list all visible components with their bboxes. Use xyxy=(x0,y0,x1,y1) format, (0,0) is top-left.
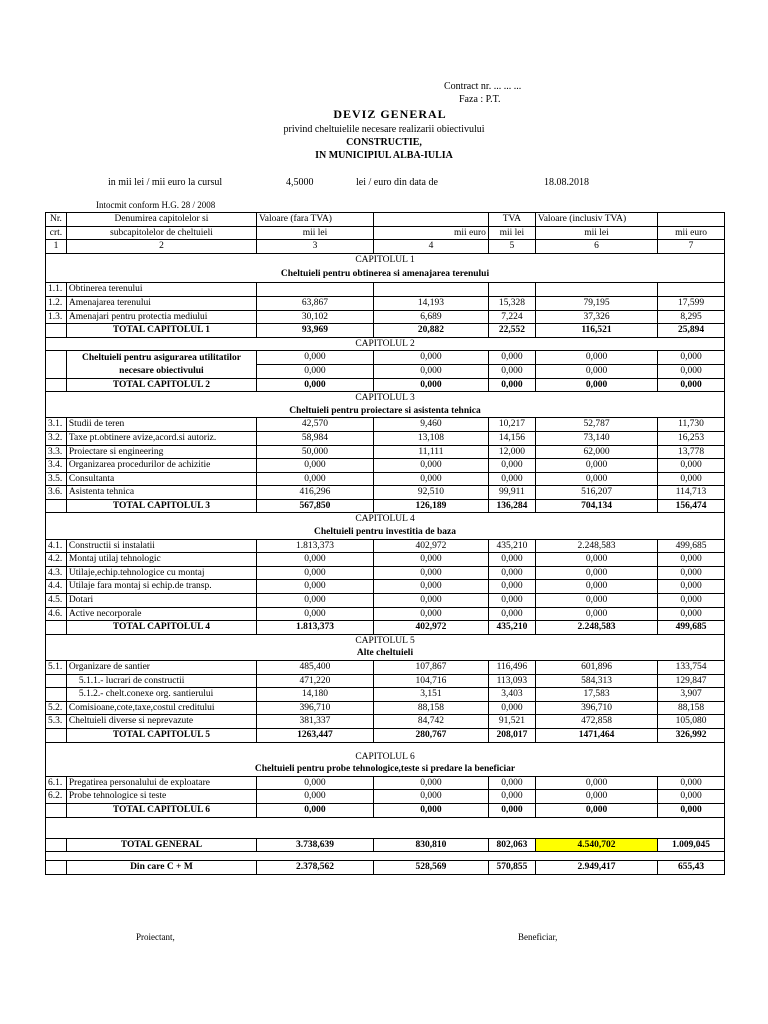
deviz-table xyxy=(45,212,725,875)
row-number: 3.4. xyxy=(46,459,67,473)
value-cell: 0,000 xyxy=(488,776,535,790)
value-cell: 0,000 xyxy=(257,472,374,486)
unit-mii-lei: mii lei xyxy=(257,226,374,240)
value-cell: 0,000 xyxy=(257,553,374,567)
value-cell: 0,000 xyxy=(373,776,488,790)
unit-mii-euro: mii euro xyxy=(658,226,725,240)
value-cell: 0,000 xyxy=(257,351,374,365)
table-row xyxy=(46,661,725,675)
total-value: 136,284 xyxy=(488,499,535,513)
row-number: 1.2. xyxy=(46,296,67,310)
value-cell: 396,710 xyxy=(257,701,374,715)
value-cell xyxy=(257,283,374,297)
header-row-1 xyxy=(46,213,725,227)
chapter-1-subtitle: Cheltuieli pentru obtinerea si amenajarea terenului xyxy=(46,266,725,283)
value-cell: 62,000 xyxy=(535,445,657,459)
beneficiary-signature-label: Beneficiar, xyxy=(518,932,558,942)
total-label: TOTAL CAPITOLUL 5 xyxy=(66,728,256,742)
total-row xyxy=(46,728,725,742)
row-label: Proiectare si engineering xyxy=(66,445,256,459)
total-value: 402,972 xyxy=(373,621,488,635)
value-cell: 88,158 xyxy=(658,701,725,715)
total-value: 22,552 xyxy=(488,324,535,338)
total-value: 280,767 xyxy=(373,728,488,742)
table-row xyxy=(46,283,725,297)
chapter-6-subtitle: Cheltuieli pentru probe tehnologice,teste si predare la beneficiar xyxy=(46,763,725,776)
col-valoare-fara-tva: Valoare (fara TVA) xyxy=(257,213,374,227)
col-crt: crt. xyxy=(46,226,67,240)
value-cell: 7,224 xyxy=(488,310,535,324)
table-row xyxy=(46,310,725,324)
value-cell: 0,000 xyxy=(535,790,657,804)
value-cell: 0,000 xyxy=(658,472,725,486)
value-cell: 0,000 xyxy=(658,607,725,621)
total-value: 25,894 xyxy=(658,324,725,338)
table-row xyxy=(46,486,725,500)
total-row xyxy=(46,621,725,635)
total-value: 0,000 xyxy=(488,378,535,392)
row-label: Obtinerea terenului xyxy=(66,283,256,297)
value-cell: 381,337 xyxy=(257,715,374,729)
value-cell: 0,000 xyxy=(373,459,488,473)
row-number: 3.2. xyxy=(46,431,67,445)
col-tva: TVA xyxy=(488,213,535,227)
value-cell: 601,896 xyxy=(535,661,657,675)
value-cell: 3,151 xyxy=(373,688,488,702)
header-row-2 xyxy=(46,226,725,240)
value-cell: 0,000 xyxy=(257,580,374,594)
row-label: Studii de teren xyxy=(66,418,256,432)
col-num: 5 xyxy=(488,240,535,254)
value-cell: 0,000 xyxy=(658,580,725,594)
total-value: 0,000 xyxy=(257,378,374,392)
value-cell: 133,754 xyxy=(658,661,725,675)
exchange-rate-label: in mii lei / mii euro la cursul xyxy=(108,177,223,188)
row-label: Cheltuieli diverse si neprevazute xyxy=(66,715,256,729)
value-cell: 0,000 xyxy=(535,580,657,594)
total-row xyxy=(46,499,725,513)
col-nr: Nr. xyxy=(46,213,67,227)
row-label: Amenajarea terenului xyxy=(66,296,256,310)
table-row xyxy=(46,566,725,580)
value-cell: 0,000 xyxy=(535,594,657,608)
total-value: 0,000 xyxy=(658,803,725,817)
row-label: Pregatirea personalului de exploatare xyxy=(66,776,256,790)
table-row xyxy=(46,776,725,790)
table-row xyxy=(46,364,725,378)
value-cell: 0,000 xyxy=(257,594,374,608)
value-cell: 104,716 xyxy=(373,674,488,688)
row-number: 4.3. xyxy=(46,566,67,580)
table-row xyxy=(46,472,725,486)
value-cell: 15,328 xyxy=(488,296,535,310)
row-label: Active necorporale xyxy=(66,607,256,621)
total-value: 1263,447 xyxy=(257,728,374,742)
value-cell: 0,000 xyxy=(373,364,488,378)
total-value: 0,000 xyxy=(373,378,488,392)
col-num: 7 xyxy=(658,240,725,254)
value-cell: 485,400 xyxy=(257,661,374,675)
value-cell: 129,847 xyxy=(658,674,725,688)
total-value: 2.248,583 xyxy=(535,621,657,635)
phase-label: Faza : P.T. xyxy=(459,94,501,105)
value-cell: 802,063 xyxy=(488,838,535,852)
value-cell: 0,000 xyxy=(488,594,535,608)
total-row xyxy=(46,803,725,817)
row-number: 3.6. xyxy=(46,486,67,500)
chapter-5-title: CAPITOLUL 5 xyxy=(46,634,725,647)
value-cell: 416,296 xyxy=(257,486,374,500)
value-cell: 0,000 xyxy=(658,351,725,365)
value-cell: 12,000 xyxy=(488,445,535,459)
value-cell: 2.248,583 xyxy=(535,539,657,553)
value-cell: 17,599 xyxy=(658,296,725,310)
value-cell: 17,583 xyxy=(535,688,657,702)
value-cell: 0,000 xyxy=(373,351,488,365)
unit-mii-lei: mii lei xyxy=(535,226,657,240)
value-cell: 6,689 xyxy=(373,310,488,324)
value-cell: 99,911 xyxy=(488,486,535,500)
row-number: 5.2. xyxy=(46,701,67,715)
total-value: 0,000 xyxy=(257,803,374,817)
value-cell: 402,972 xyxy=(373,539,488,553)
value-cell xyxy=(658,283,725,297)
value-cell: 105,080 xyxy=(658,715,725,729)
value-cell: 114,713 xyxy=(658,486,725,500)
row-number: 3.5. xyxy=(46,472,67,486)
value-cell: 499,685 xyxy=(658,539,725,553)
table-row xyxy=(46,674,725,688)
row-number: 5.1. xyxy=(46,661,67,675)
total-row xyxy=(46,378,725,392)
table-row xyxy=(46,296,725,310)
value-cell: 113,093 xyxy=(488,674,535,688)
total-value: 499,685 xyxy=(658,621,725,635)
designer-signature-label: Proiectant, xyxy=(136,932,175,942)
col-num: 6 xyxy=(535,240,657,254)
value-cell xyxy=(488,283,535,297)
row-number xyxy=(46,688,67,702)
value-cell: 0,000 xyxy=(488,364,535,378)
col-valoare-incl-tva: Valoare (inclusiv TVA) xyxy=(535,213,657,227)
total-label: TOTAL CAPITOLUL 6 xyxy=(66,803,256,817)
total-value: 93,969 xyxy=(257,324,374,338)
value-cell: 0,000 xyxy=(658,594,725,608)
value-cell: 396,710 xyxy=(535,701,657,715)
value-cell: 73,140 xyxy=(535,431,657,445)
value-cell: 0,000 xyxy=(658,364,725,378)
value-cell: 471,220 xyxy=(257,674,374,688)
value-cell: 37,326 xyxy=(535,310,657,324)
document-title: DEVIZ GENERAL xyxy=(333,107,447,121)
col-num: 3 xyxy=(257,240,374,254)
row-number: 1.1. xyxy=(46,283,67,297)
value-cell: 14,156 xyxy=(488,431,535,445)
total-value: 126,189 xyxy=(373,499,488,513)
value-cell: 50,000 xyxy=(257,445,374,459)
value-cell: 0,000 xyxy=(257,566,374,580)
table-row xyxy=(46,607,725,621)
value-cell: 52,787 xyxy=(535,418,657,432)
table-row xyxy=(46,459,725,473)
chapter-2-title: CAPITOLUL 2 xyxy=(46,337,725,351)
value-cell: 0,000 xyxy=(373,790,488,804)
cm-label: Din care C + M xyxy=(66,861,256,875)
value-cell: 2.378,562 xyxy=(257,861,374,875)
chapter-4-title: CAPITOLUL 4 xyxy=(46,513,725,526)
total-value: 0,000 xyxy=(535,803,657,817)
row-number: 3.1. xyxy=(46,418,67,432)
value-cell: 3.738,639 xyxy=(257,838,374,852)
value-cell: 0,000 xyxy=(373,580,488,594)
table-row xyxy=(46,594,725,608)
value-cell: 0,000 xyxy=(658,790,725,804)
total-value: 1471,464 xyxy=(535,728,657,742)
row-label: Consultanta xyxy=(66,472,256,486)
value-cell: 0,000 xyxy=(535,472,657,486)
table-row xyxy=(46,580,725,594)
value-cell: 13,108 xyxy=(373,431,488,445)
value-cell: 0,000 xyxy=(488,351,535,365)
value-cell: 0,000 xyxy=(488,553,535,567)
chapter-3-subtitle: Cheltuieli pentru proiectare si asistenta tehnica xyxy=(46,405,725,418)
total-value: 704,134 xyxy=(535,499,657,513)
chapter-6-title: CAPITOLUL 6 xyxy=(46,751,725,764)
value-cell: 14,193 xyxy=(373,296,488,310)
row-label: Organizarea procedurilor de achizitie xyxy=(66,459,256,473)
row-label: Probe tehnologice si teste xyxy=(66,790,256,804)
unit-mii-lei: mii lei xyxy=(488,226,535,240)
total-label: TOTAL CAPITOLUL 1 xyxy=(66,324,256,338)
object-line-1: CONSTRUCTIE, xyxy=(346,137,422,148)
total-value: 326,992 xyxy=(658,728,725,742)
row-number: 6.1. xyxy=(46,776,67,790)
exchange-rate-date: 18.08.2018 xyxy=(544,177,589,188)
value-cell: 84,742 xyxy=(373,715,488,729)
value-cell: 11,730 xyxy=(658,418,725,432)
value-cell: 0,000 xyxy=(373,566,488,580)
value-cell: 0,000 xyxy=(488,607,535,621)
value-cell: 0,000 xyxy=(488,459,535,473)
row-label: 5.1.2.- chelt.conexe org. santierului xyxy=(66,688,256,702)
total-label: TOTAL CAPITOLUL 4 xyxy=(66,621,256,635)
row-label: Dotari xyxy=(66,594,256,608)
col-num: 1 xyxy=(46,240,67,254)
total-value: 0,000 xyxy=(373,803,488,817)
unit-mii-euro: mii euro xyxy=(373,226,488,240)
value-cell: 0,000 xyxy=(373,472,488,486)
object-line-2: IN MUNICIPIUL ALBA-IULIA xyxy=(315,150,453,161)
chapter-5-subtitle: Alte cheltuieli xyxy=(46,647,725,660)
grand-total-label: TOTAL GENERAL xyxy=(66,838,256,852)
value-cell: 0,000 xyxy=(257,364,374,378)
chapter-2-name-1: Cheltuieli pentru asigurarea utilitatilor xyxy=(66,351,256,365)
value-cell: 528,569 xyxy=(373,861,488,875)
value-cell: 92,510 xyxy=(373,486,488,500)
value-cell: 0,000 xyxy=(535,459,657,473)
contract-number: Contract nr. ... ... ... xyxy=(444,81,522,92)
chapter-3-title: CAPITOLUL 3 xyxy=(46,392,725,405)
row-number: 4.4. xyxy=(46,580,67,594)
total-value: 1.813,373 xyxy=(257,621,374,635)
row-number: 4.6. xyxy=(46,607,67,621)
value-cell: 655,43 xyxy=(658,861,725,875)
value-cell: 13,778 xyxy=(658,445,725,459)
value-cell: 30,102 xyxy=(257,310,374,324)
value-cell: 0,000 xyxy=(488,472,535,486)
value-cell: 63,867 xyxy=(257,296,374,310)
document-subtitle: privind cheltuielile necesare realizarii obiectivului xyxy=(283,124,485,135)
value-cell: 0,000 xyxy=(488,580,535,594)
value-cell: 88,158 xyxy=(373,701,488,715)
value-cell: 11,111 xyxy=(373,445,488,459)
column-number-row xyxy=(46,240,725,254)
value-cell: 116,496 xyxy=(488,661,535,675)
value-cell: 516,207 xyxy=(535,486,657,500)
value-cell: 584,313 xyxy=(535,674,657,688)
row-label: Taxe pt.obtinere avize,acord.si autoriz. xyxy=(66,431,256,445)
total-row xyxy=(46,324,725,338)
total-value: 567,850 xyxy=(257,499,374,513)
table-row xyxy=(46,431,725,445)
table-row xyxy=(46,351,725,365)
total-value: 20,882 xyxy=(373,324,488,338)
col-num: 4 xyxy=(373,240,488,254)
value-cell: 0,000 xyxy=(257,607,374,621)
value-cell: 8,295 xyxy=(658,310,725,324)
total-label: TOTAL CAPITOLUL 2 xyxy=(66,378,256,392)
row-label: Amenajari pentru protectia mediului xyxy=(66,310,256,324)
total-value: 156,474 xyxy=(658,499,725,513)
value-cell: 42,570 xyxy=(257,418,374,432)
row-label: Constructii si instalatii xyxy=(66,539,256,553)
value-cell: 0,000 xyxy=(488,790,535,804)
row-number: 4.1. xyxy=(46,539,67,553)
row-number: 1.3. xyxy=(46,310,67,324)
row-number: 5.3. xyxy=(46,715,67,729)
value-cell: 0,000 xyxy=(535,553,657,567)
value-cell: 0,000 xyxy=(373,553,488,567)
value-cell: 435,210 xyxy=(488,539,535,553)
value-cell: 0,000 xyxy=(488,566,535,580)
value-cell: 0,000 xyxy=(535,566,657,580)
grand-total-row xyxy=(46,838,725,852)
value-cell: 0,000 xyxy=(535,776,657,790)
legal-basis: Intocmit conform H.G. 28 / 2008 xyxy=(96,200,216,210)
value-cell: 0,000 xyxy=(658,553,725,567)
table-row xyxy=(46,553,725,567)
value-cell: 0,000 xyxy=(535,364,657,378)
col-denumire-1: Denumirea capitolelor si xyxy=(66,213,256,227)
value-cell: 1.813,373 xyxy=(257,539,374,553)
value-cell: 3,907 xyxy=(658,688,725,702)
value-cell: 14,180 xyxy=(257,688,374,702)
value-cell xyxy=(535,283,657,297)
chapter-4-subtitle: Cheltuieli pentru investitia de baza xyxy=(46,526,725,539)
table-row xyxy=(46,688,725,702)
exchange-rate-value: 4,5000 xyxy=(286,177,314,188)
value-cell: 0,000 xyxy=(257,790,374,804)
value-cell: 91,521 xyxy=(488,715,535,729)
value-cell: 472,858 xyxy=(535,715,657,729)
table-row xyxy=(46,418,725,432)
total-value: 116,521 xyxy=(535,324,657,338)
row-number: 4.5. xyxy=(46,594,67,608)
value-cell: 0,000 xyxy=(658,776,725,790)
table-row xyxy=(46,790,725,804)
total-value: 208,017 xyxy=(488,728,535,742)
col-num: 2 xyxy=(66,240,256,254)
value-cell: 830,810 xyxy=(373,838,488,852)
row-label: Organizare de santier xyxy=(66,661,256,675)
row-label: Utilaje fara montaj si echip.de transp. xyxy=(66,580,256,594)
row-number: 4.2. xyxy=(46,553,67,567)
value-cell: 570,855 xyxy=(488,861,535,875)
row-label: Montaj utilaj tehnologic xyxy=(66,553,256,567)
total-value: 435,210 xyxy=(488,621,535,635)
value-cell: 0,000 xyxy=(257,776,374,790)
row-number: 6.2. xyxy=(46,790,67,804)
table-row xyxy=(46,539,725,553)
value-cell: 10,217 xyxy=(488,418,535,432)
value-cell: 3,403 xyxy=(488,688,535,702)
value-cell: 107,867 xyxy=(373,661,488,675)
row-label: Utilaje,echip.tehnologice cu montaj xyxy=(66,566,256,580)
chapter-2-name-2: necesare obiectivului xyxy=(66,364,256,378)
table-row xyxy=(46,445,725,459)
table-row xyxy=(46,701,725,715)
value-cell: 0,000 xyxy=(535,351,657,365)
total-value: 0,000 xyxy=(658,378,725,392)
total-value: 0,000 xyxy=(488,803,535,817)
value-cell: 0,000 xyxy=(658,459,725,473)
value-cell: 9,460 xyxy=(373,418,488,432)
total-value: 0,000 xyxy=(535,378,657,392)
highlighted-total-cell: 4.540,702 xyxy=(535,838,657,852)
value-cell xyxy=(373,283,488,297)
total-label: TOTAL CAPITOLUL 3 xyxy=(66,499,256,513)
row-number: 3.3. xyxy=(46,445,67,459)
chapter-1-title: CAPITOLUL 1 xyxy=(46,253,725,266)
value-cell: 16,253 xyxy=(658,431,725,445)
value-cell: 2.949,417 xyxy=(535,861,657,875)
col-denumire-2: subcapitolelor de cheltuieli xyxy=(66,226,256,240)
value-cell: 0,000 xyxy=(257,459,374,473)
value-cell: 58,984 xyxy=(257,431,374,445)
value-cell: 0,000 xyxy=(658,566,725,580)
exchange-rate-date-label: lei / euro din data de xyxy=(356,177,438,188)
row-label: 5.1.1.- lucrari de constructii xyxy=(66,674,256,688)
value-cell: 1.009,045 xyxy=(658,838,725,852)
value-cell: 0,000 xyxy=(535,607,657,621)
value-cell: 79,195 xyxy=(535,296,657,310)
table-row xyxy=(46,715,725,729)
row-number xyxy=(46,674,67,688)
row-label: Comisioane,cote,taxe,costul creditului xyxy=(66,701,256,715)
value-cell: 0,000 xyxy=(373,594,488,608)
value-cell: 0,000 xyxy=(488,701,535,715)
value-cell: 0,000 xyxy=(373,607,488,621)
row-label: Asistenta tehnica xyxy=(66,486,256,500)
cm-total-row xyxy=(46,861,725,875)
